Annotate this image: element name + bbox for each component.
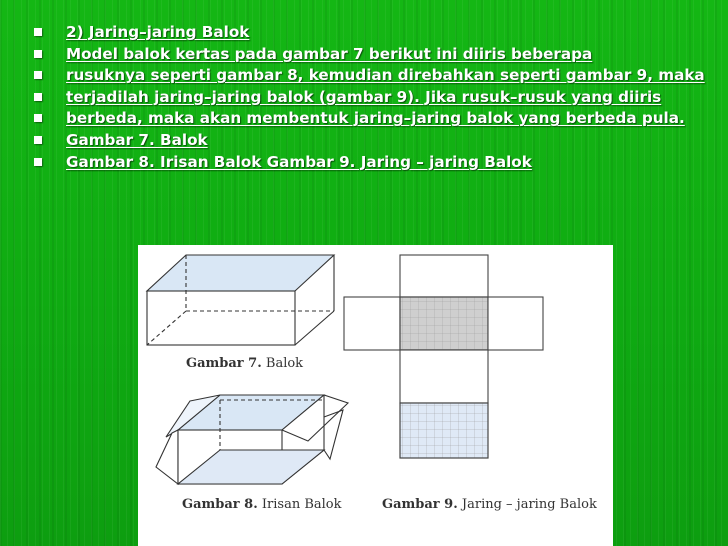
cuboid-net-drawing [344, 255, 543, 458]
bullet-text: Model balok kertas pada gambar 7 berikut ini diiris beberapa [66, 44, 593, 63]
figure-9-caption: Gambar 9. Jaring – jaring Balok [382, 497, 597, 512]
cut-cuboid-drawing [156, 395, 348, 484]
bullet-item [34, 44, 724, 66]
bullet-item [34, 152, 724, 174]
square-bullet-icon [34, 28, 42, 36]
square-bullet-icon [34, 158, 42, 166]
figure-7-caption: Gambar 7. Balok [186, 356, 304, 371]
bullet-text: Gambar 7. Balok [66, 130, 208, 149]
bullet-item [34, 22, 724, 44]
bullet-text: rusuknya seperti gambar 8, kemudian direbahkan seperti gambar 9, maka [66, 66, 705, 85]
square-bullet-icon [34, 71, 42, 79]
square-bullet-icon [34, 93, 42, 101]
cuboid-drawing [147, 255, 334, 345]
bullet-item [34, 65, 724, 87]
bullet-item [34, 130, 724, 152]
bullet-text: berbeda, maka akan membentuk jaring–jaring balok yang berbeda pula. [66, 109, 685, 128]
cuboid-illustrations [138, 245, 613, 546]
figure-panel [138, 245, 613, 546]
bullet-item [34, 108, 724, 130]
square-bullet-icon [34, 136, 42, 144]
square-bullet-icon [34, 50, 42, 58]
bullet-item [34, 87, 724, 109]
bullet-list [34, 22, 724, 173]
bullet-text: terjadilah jaring–jaring balok (gambar 9). Jika rusuk–rusuk yang diiris [66, 87, 662, 106]
figure-8-caption: Gambar 8. Irisan Balok [182, 497, 342, 512]
bullet-text: 2) Jaring–jaring Balok [66, 23, 250, 41]
bullet-text: Gambar 8. Irisan Balok Gambar 9. Jaring – jaring Balok [66, 152, 532, 171]
square-bullet-icon [34, 114, 42, 122]
